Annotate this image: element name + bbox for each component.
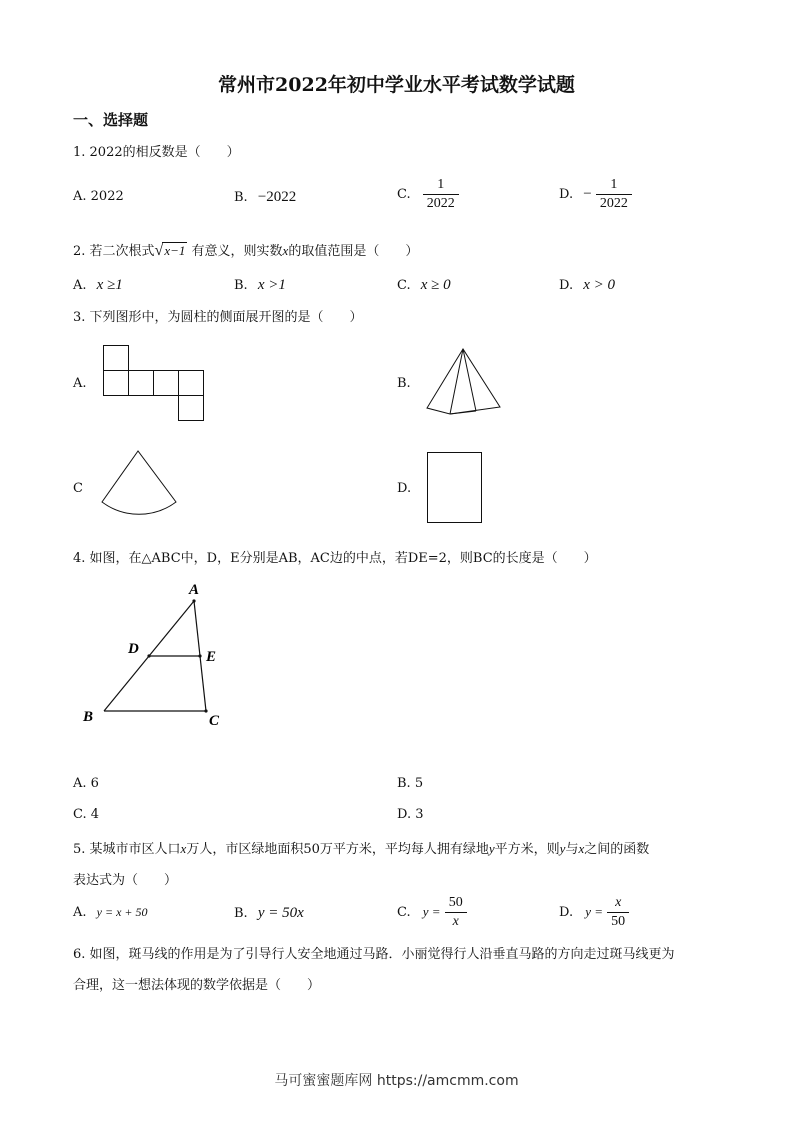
q1-option-c: C. $\frac{1}{2022}$ bbox=[397, 176, 459, 213]
footer-watermark: 马可蜜蜜题库网 https://amcmm.com bbox=[274, 1073, 519, 1089]
q3-figure-c-sector bbox=[100, 450, 180, 522]
q1-option-d: D. − $\frac{1}{2022}$ bbox=[559, 176, 632, 213]
q2-option-a: A. x ≥1 bbox=[73, 277, 123, 293]
q3-option-d-label: D. bbox=[397, 481, 412, 496]
q3-figure-d-rectangle bbox=[427, 452, 483, 524]
q3-option-b-label: B. bbox=[397, 376, 411, 391]
section-heading: 一、选择题 bbox=[73, 111, 149, 129]
point-c-label: C bbox=[209, 713, 220, 729]
question-6-stem-line2: 合理，这一想法体现的数学依据是（ ） bbox=[73, 978, 321, 993]
question-6-stem-line1: 6. 如图，斑马线的作用是为了引导行人安全地通过马路．小丽觉得行人沿垂直马路的方向走过斑马线更为 bbox=[73, 947, 675, 962]
q4-triangle-figure bbox=[80, 578, 230, 733]
point-b-label: B bbox=[83, 709, 94, 725]
page-title: 常州市2022年初中学业水平考试数学试题 bbox=[218, 74, 575, 96]
point-d-label: D bbox=[128, 641, 139, 657]
question-5-stem-line2: 表达式为（ ） bbox=[73, 873, 178, 888]
q5-option-a: A. y = x + 50 bbox=[73, 905, 148, 920]
q3-option-a-label: A. bbox=[73, 376, 87, 391]
q5-option-c: C. y = $\frac{50}{x}$ bbox=[397, 894, 467, 931]
q2-option-c: C. x ≥ 0 bbox=[397, 277, 451, 293]
question-1-stem: 1. 2022的相反数是（ ） bbox=[73, 145, 240, 160]
q1-option-b: B. −2022 bbox=[234, 189, 297, 205]
q2-option-b: B. x >1 bbox=[234, 277, 286, 293]
question-4-stem: 4. 如图，在△ABC中，D，E分别是AB，AC边的中点，若DE=2，则BC的长度是（ ） bbox=[73, 551, 597, 566]
q3-figure-a-net bbox=[103, 345, 205, 422]
question-3-stem: 3. 下列图形中，为圆柱的侧面展开图的是（ ） bbox=[73, 310, 363, 325]
question-5-stem-line1: 5. 某城市市区人口x万人，市区绿地面积50万平方米，平均每人拥有绿地y平方米，则y与x之间的函数 bbox=[73, 841, 650, 857]
q3-option-c-label: C bbox=[73, 481, 83, 496]
q4-option-b: B. 5 bbox=[397, 776, 424, 791]
point-a-label: A bbox=[189, 582, 200, 598]
q2-option-d: D. x > 0 bbox=[559, 277, 616, 293]
q5-option-d: D. y = $\frac{x}{50}$ bbox=[559, 894, 629, 931]
q4-option-d: D. 3 bbox=[397, 807, 424, 822]
q3-figure-b-pyramid bbox=[426, 348, 502, 416]
question-2-stem: 2. 若二次根式√x−1 有意义，则实数x的取值范围是（ ） bbox=[73, 242, 419, 259]
q4-option-a: A. 6 bbox=[73, 776, 99, 791]
q1-option-a: A. 2022 bbox=[73, 189, 124, 204]
q4-option-c: C. 4 bbox=[73, 807, 100, 822]
q5-option-b: B. y = 50x bbox=[234, 905, 304, 921]
point-e-label: E bbox=[206, 649, 217, 665]
